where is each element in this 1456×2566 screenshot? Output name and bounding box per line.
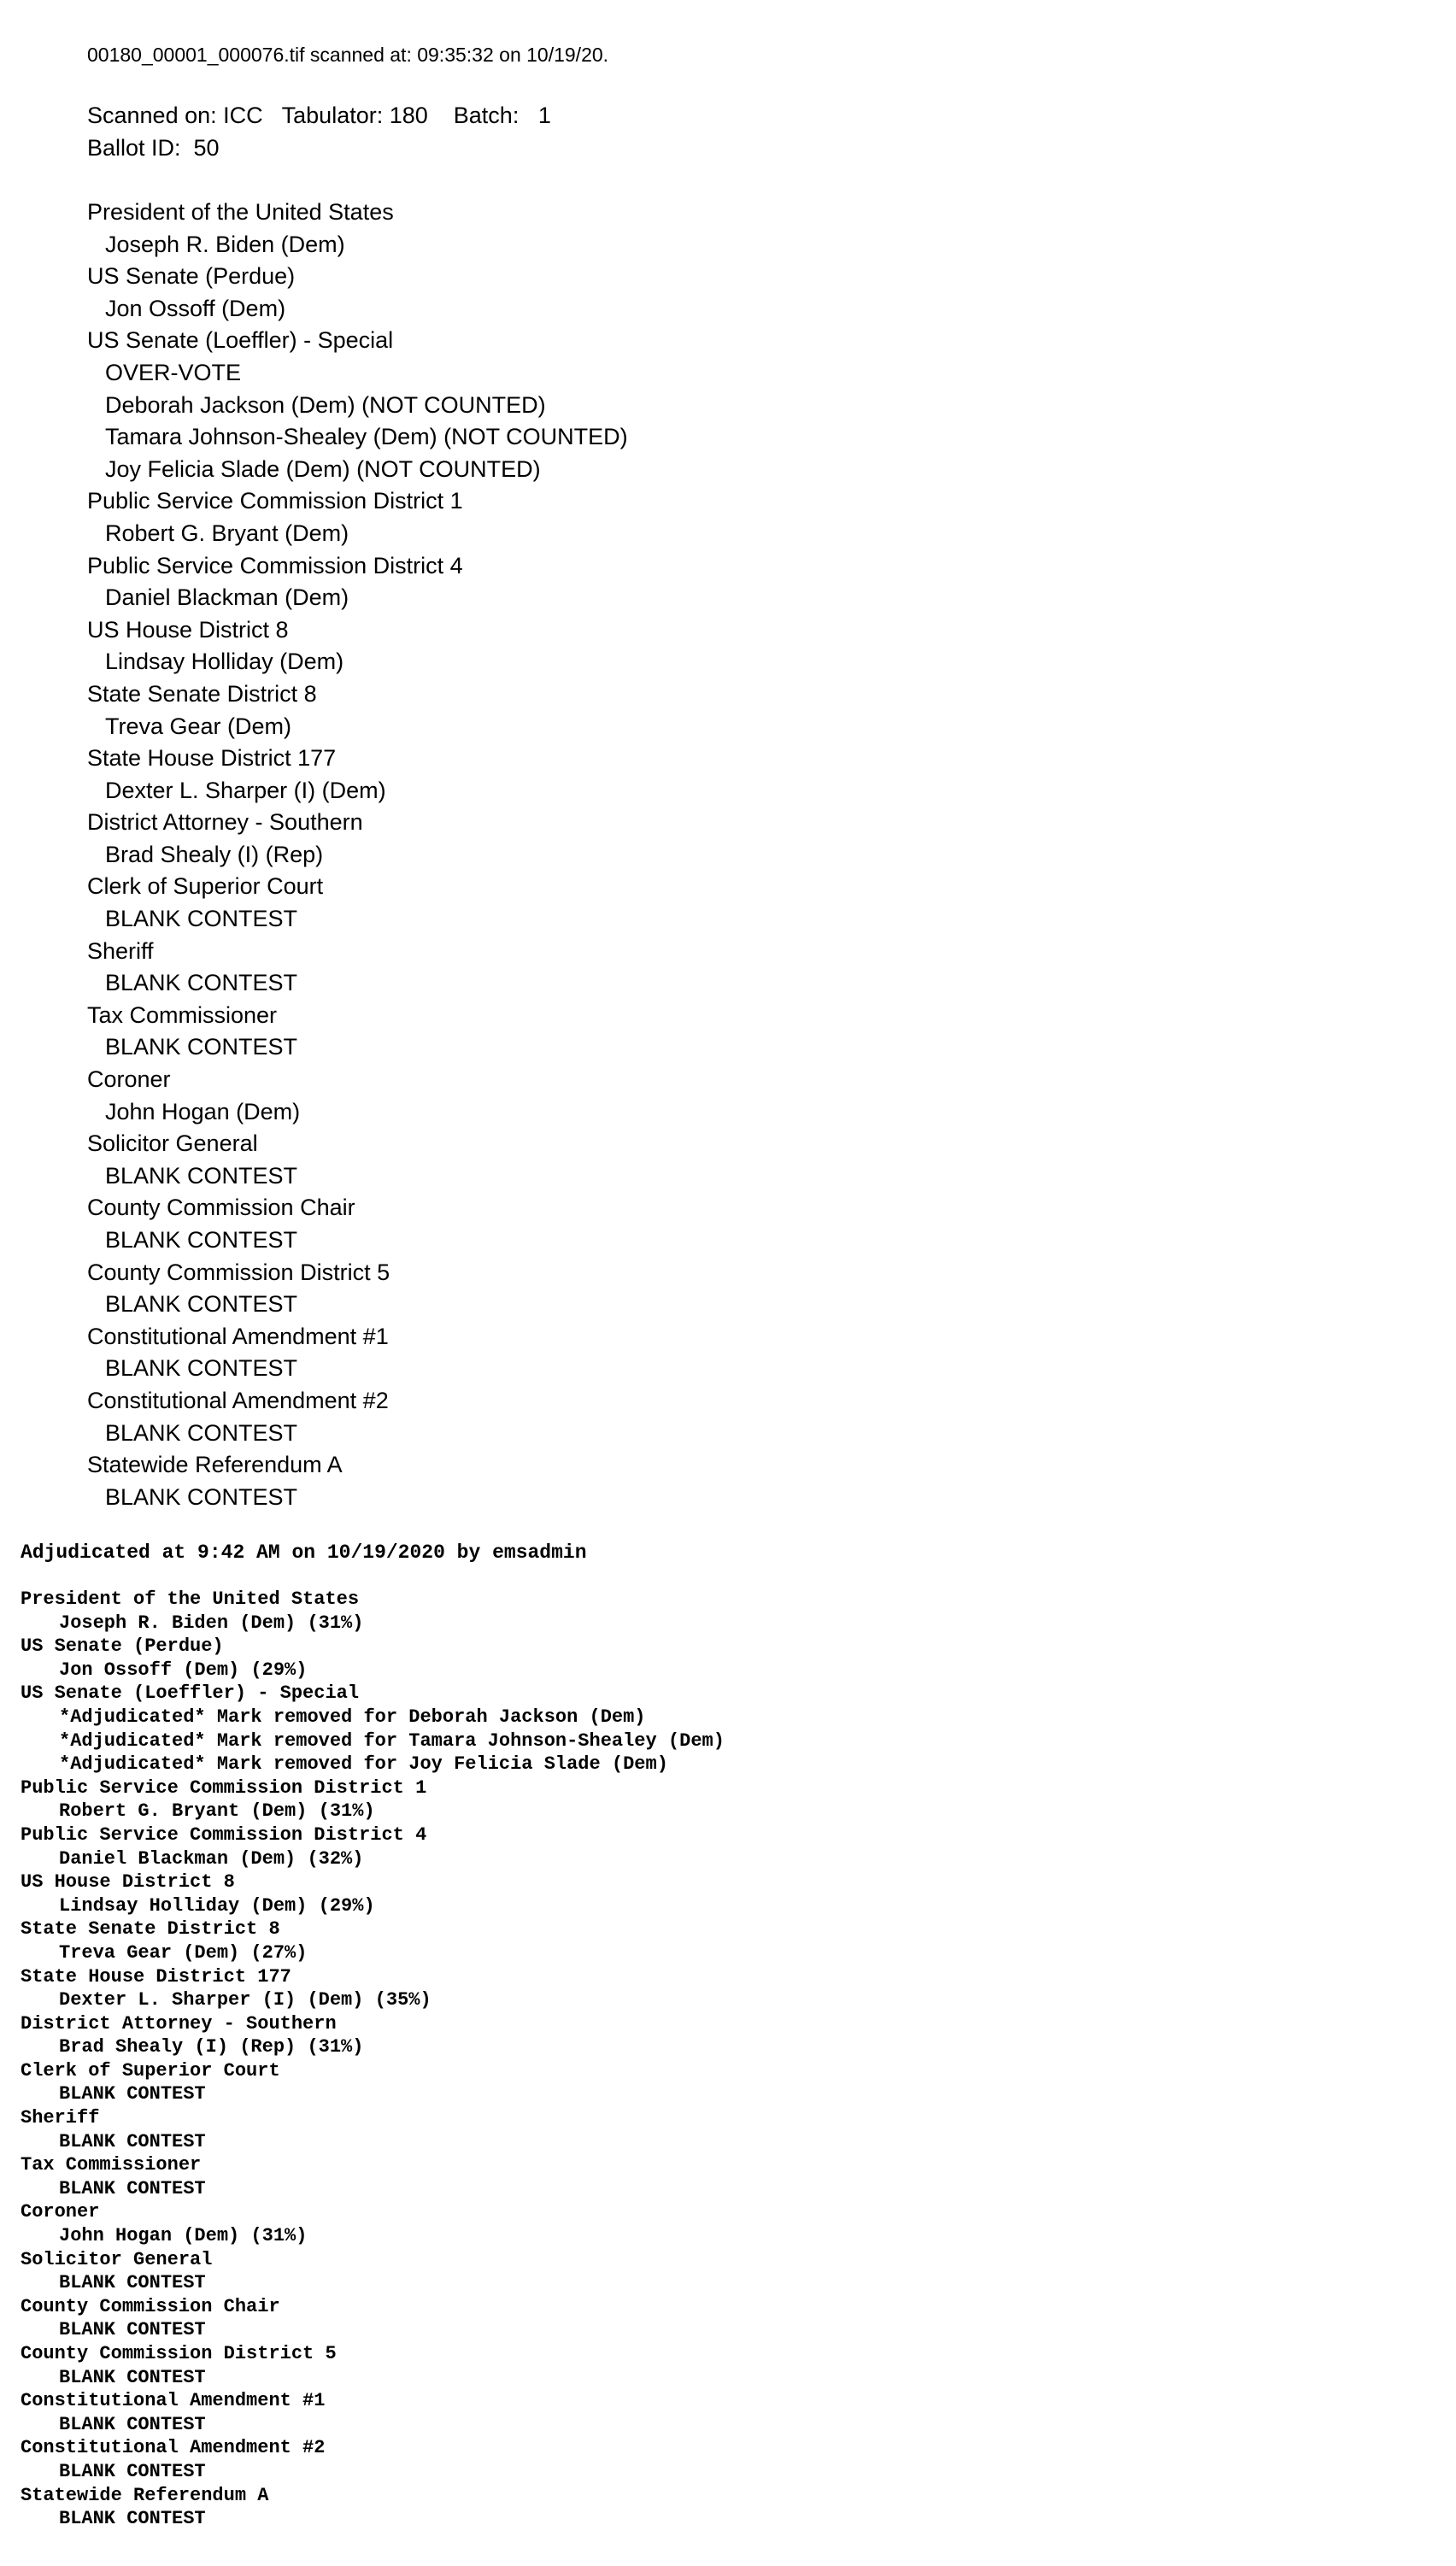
adjudication-contest-title: Sheriff (21, 2107, 100, 2129)
adjudication-contest-choice: BLANK CONTEST (59, 2508, 206, 2530)
scan-contest-title: US Senate (Perdue) (87, 263, 296, 290)
adjudication-contest-choice: BLANK CONTEST (59, 2130, 206, 2152)
scan-contest-title: US House District 8 (87, 616, 289, 643)
adjudication-contest-choice: Daniel Blackman (Dem) (32%) (59, 1847, 364, 1870)
adjudication-contest-title: US House District 8 (21, 1871, 235, 1894)
adjudication-contest-choice: Brad Shealy (I) (Rep) (31%) (59, 2036, 364, 2058)
adjudication-contest-title: Constitutional Amendment #2 (21, 2437, 326, 2459)
scan-contest-choice: John Hogan (Dem) (105, 1098, 301, 1124)
scan-contest-title: US Senate (Loeffler) - Special (87, 327, 394, 354)
adjudication-contest-title: Coroner (21, 2201, 100, 2223)
scan-contest-title: Clerk of Superior Court (87, 873, 324, 900)
adjudication-contest-choice: BLANK CONTEST (59, 2319, 206, 2341)
scan-contest-choice: Lindsay Holliday (Dem) (105, 649, 344, 675)
scan-contest-title: District Attorney - Southern (87, 809, 363, 836)
scan-record (87, 38, 1369, 1513)
scan-contest-choice: Tamara Johnson-Shealey (Dem) (NOT COUNTED) (105, 424, 628, 450)
adjudication-contest-choice: John Hogan (Dem) (31%) (59, 2225, 308, 2247)
adjudication-contest-title: State House District 177 (21, 1965, 291, 1988)
adjudication-contest-title: Public Service Commission District 4 (21, 1823, 427, 1846)
adjudication-contest-title: US Senate (Loeffler) - Special (21, 1682, 360, 1705)
scan-contest-title: County Commission District 5 (87, 1259, 390, 1285)
adjudication-contest-choice: BLANK CONTEST (59, 2460, 206, 2482)
adjudication-contest-choice: Joseph R. Biden (Dem) (31%) (59, 1612, 364, 1634)
adjudication-contest-choice: Jon Ossoff (Dem) (29%) (59, 1659, 308, 1681)
adjudication-contest-title: Clerk of Superior Court (21, 2059, 280, 2082)
scan-contest-choice: BLANK CONTEST (105, 1419, 298, 1446)
adjudication-contest-title: Statewide Referendum A (21, 2484, 269, 2506)
scan-contest-title: Public Service Commission District 1 (87, 488, 463, 514)
scan-contest-choice: BLANK CONTEST (105, 1291, 298, 1318)
adjudication-contest-title: Constitutional Amendment #1 (21, 2390, 326, 2412)
adjudication-contest-title: Solicitor General (21, 2248, 213, 2270)
scan-contest-title: Sheriff (87, 937, 154, 964)
adjudication-contest-choice: *Adjudicated* Mark removed for Tamara Johnson-Shealey (Dem) (59, 1729, 725, 1752)
scan-metadata (87, 99, 1369, 164)
scan-contest-title: County Commission Chair (87, 1195, 355, 1221)
adjudication-contest-choice: *Adjudicated* Mark removed for Deborah Jackson (Dem) (59, 1706, 646, 1728)
scan-contest-choice: Daniel Blackman (Dem) (105, 584, 349, 611)
adjudication-header: Adjudicated at 9:42 AM on 10/19/2020 by emsadmin (21, 1541, 587, 1564)
scanned-on-line: Scanned on: ICC Tabulator: 180 Batch: 1 (87, 103, 551, 128)
scan-contest-choice: BLANK CONTEST (105, 1162, 298, 1189)
scan-contest-choice: Deborah Jackson (Dem) (NOT COUNTED) (105, 391, 546, 418)
adjudication-contest-choice: BLANK CONTEST (59, 2083, 206, 2105)
adjudication-contest-choice: BLANK CONTEST (59, 2366, 206, 2388)
scan-contest-choice: BLANK CONTEST (105, 1034, 298, 1060)
scan-contest-choice: Treva Gear (Dem) (105, 713, 292, 739)
adjudication-record (21, 1540, 1430, 2531)
scan-file-line: 00180_00001_000076.tif scanned at: 09:35:32 on 10/19/20. (87, 44, 609, 66)
ballot-id-line: Ballot ID: 50 (87, 135, 220, 161)
adjudication-contest-choice: BLANK CONTEST (59, 2413, 206, 2435)
scan-contest-title: Solicitor General (87, 1130, 258, 1157)
adjudication-contest-title: President of the United States (21, 1588, 360, 1610)
scan-contest-choice: Joseph R. Biden (Dem) (105, 231, 345, 257)
scan-contest-choice: Joy Felicia Slade (Dem) (NOT COUNTED) (105, 455, 541, 482)
scan-contest-choice: BLANK CONTEST (105, 1483, 298, 1510)
adjudication-contest-list (21, 1588, 1430, 2531)
scan-contest-title: Coroner (87, 1066, 171, 1093)
scan-contest-choice: Dexter L. Sharper (I) (Dem) (105, 777, 386, 803)
scan-contest-title: Tax Commissioner (87, 1001, 278, 1028)
scan-contest-title: State Senate District 8 (87, 680, 317, 707)
adjudication-contest-title: Tax Commissioner (21, 2154, 202, 2176)
adjudication-contest-choice: BLANK CONTEST (59, 2272, 206, 2294)
scan-contest-list (87, 197, 1369, 1513)
adjudication-contest-choice: *Adjudicated* Mark removed for Joy Felicia Slade (Dem) (59, 1753, 668, 1776)
scan-contest-title: Statewide Referendum A (87, 1452, 343, 1478)
adjudication-contest-title: County Commission District 5 (21, 2343, 337, 2364)
scan-contest-title: State House District 177 (87, 745, 337, 772)
adjudication-contest-choice: Robert G. Bryant (Dem) (31%) (59, 1800, 375, 1823)
adjudication-contest-title: District Attorney - Southern (21, 2012, 337, 2035)
scan-contest-choice: Brad Shealy (I) (Rep) (105, 841, 324, 867)
scan-contest-choice: Jon Ossoff (Dem) (105, 295, 286, 321)
adjudication-contest-title: US Senate (Perdue) (21, 1635, 224, 1658)
adjudication-contest-title: County Commission Chair (21, 2295, 280, 2317)
scan-contest-choice: BLANK CONTEST (105, 1227, 298, 1253)
adjudication-contest-title: State Senate District 8 (21, 1918, 280, 1941)
adjudication-contest-choice: Dexter L. Sharper (I) (Dem) (35%) (59, 1989, 432, 2011)
scan-contest-title: Public Service Commission District 4 (87, 552, 463, 578)
scan-contest-choice: Robert G. Bryant (Dem) (105, 520, 349, 546)
scan-contest-title: Constitutional Amendment #1 (87, 1323, 389, 1349)
adjudication-contest-title: Public Service Commission District 1 (21, 1776, 427, 1799)
scan-contest-choice: BLANK CONTEST (105, 970, 298, 996)
scan-contest-title: President of the United States (87, 199, 394, 225)
adjudication-contest-choice: Lindsay Holliday (Dem) (29%) (59, 1894, 375, 1917)
adjudication-contest-choice: Treva Gear (Dem) (27%) (59, 1941, 308, 1964)
scan-contest-title: Constitutional Amendment #2 (87, 1387, 389, 1413)
scan-contest-choice: BLANK CONTEST (105, 906, 298, 932)
scan-contest-choice: BLANK CONTEST (105, 1355, 298, 1382)
scan-contest-choice: OVER-VOTE (105, 359, 242, 385)
adjudication-contest-choice: BLANK CONTEST (59, 2177, 206, 2199)
